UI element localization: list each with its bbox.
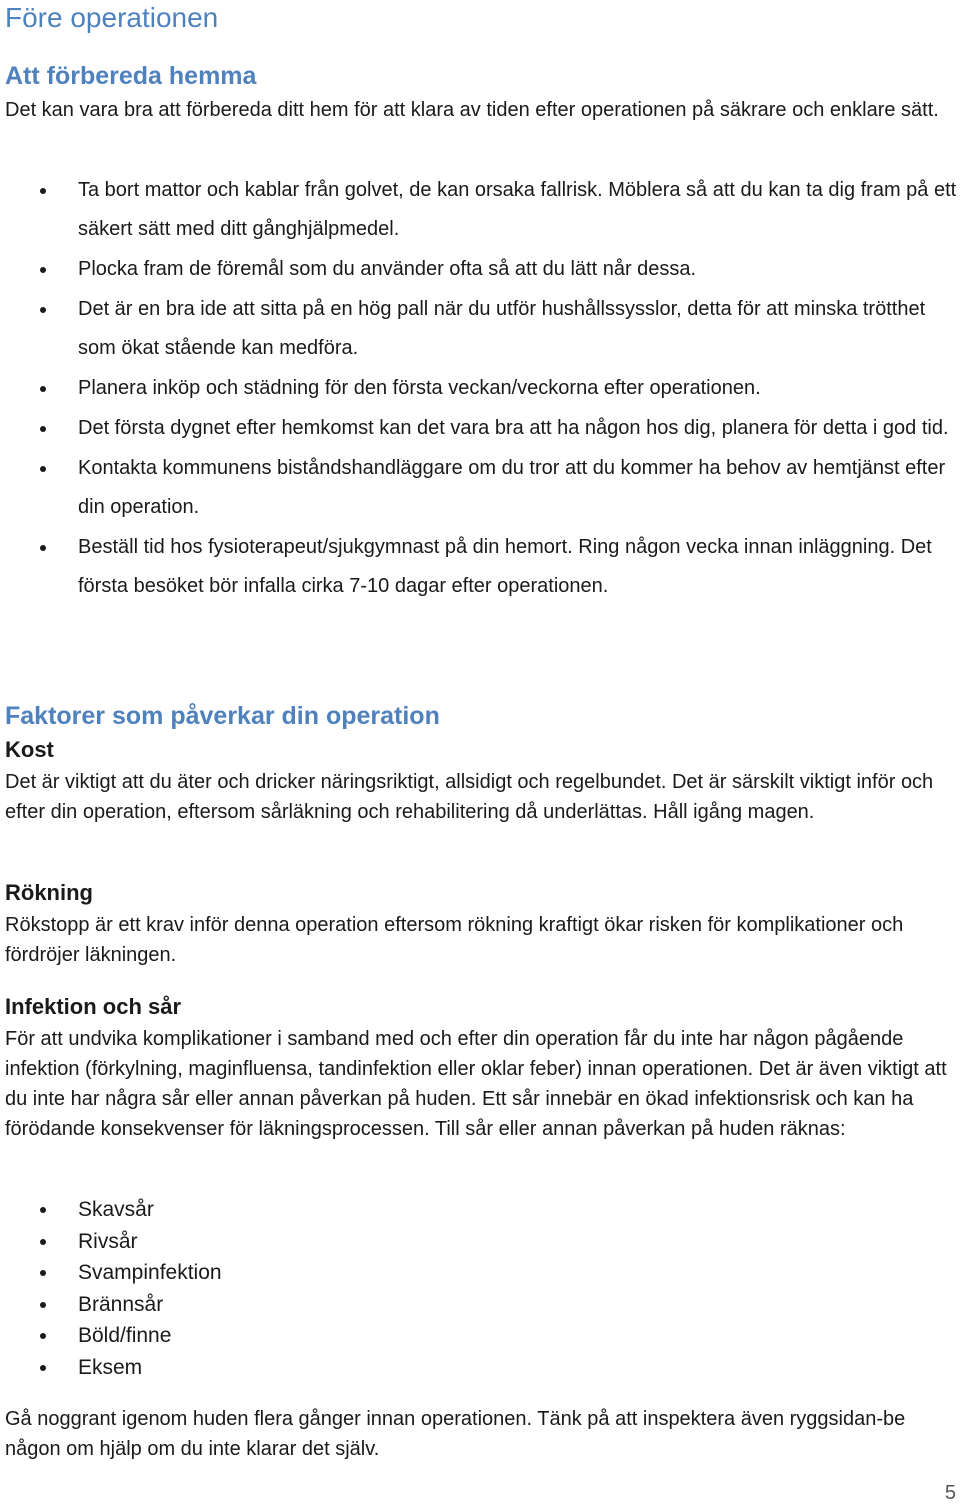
rokning-paragraph: Rökstopp är ett krav inför denna operation eftersom rökning kraftigt ökar risken för komplikationer och fördröjer läkningen. xyxy=(5,914,904,966)
list-item: Planera inköp och städning för den första veckan/veckorna efter operationen. xyxy=(0,369,960,408)
bullet-icon xyxy=(40,386,46,392)
page-title: Före operationen xyxy=(5,2,219,33)
list-item: Ta bort mattor och kablar från golvet, de kan orsaka fallrisk. Möblera så att du kan ta dig fram på ett säkert sätt med ditt gånghjälpmedel. xyxy=(0,171,960,249)
page-number: 5 xyxy=(944,1482,956,1504)
section-heading-prepare-home: Att förbereda hemma xyxy=(5,62,257,90)
list-item: Eksem xyxy=(0,1352,960,1384)
subheading-kost: Kost xyxy=(5,737,54,762)
closing-paragraph: Gå noggrant igenom huden flera gånger innan operationen. Tänk på att inspektera även ryggsidan-be någon om hjälp om du inte klarar det själv. xyxy=(5,1408,906,1460)
bullet-icon xyxy=(40,1302,46,1308)
bullet-icon xyxy=(40,1270,46,1276)
skin-conditions-list xyxy=(0,1194,960,1384)
list-item: Brännsår xyxy=(0,1289,960,1321)
bullet-icon xyxy=(40,545,46,551)
bullet-icon xyxy=(40,466,46,472)
list-item: Böld/finne xyxy=(0,1320,960,1352)
list-item: Det första dygnet efter hemkomst kan det vara bra att ha någon hos dig, planera för detta i god tid. xyxy=(0,409,960,448)
kost-paragraph: Det är viktigt att du äter och dricker näringsriktigt, allsidigt och regelbundet. Det är särskilt viktigt inför och efter din operation, eftersom sårläkning och rehabilitering då underlättas. Håll igång magen. xyxy=(5,771,934,823)
list-item: Beställ tid hos fysioterapeut/sjukgymnast på din hemort. Ring någon vecka innan inläggning. Det första besöket bör infalla cirka 7-10 dagar efter operationen. xyxy=(0,528,960,606)
list-item: Det är en bra ide att sitta på en hög pall när du utför hushållssysslor, detta för att minska trötthet som ökat stående kan medföra. xyxy=(0,290,960,368)
subheading-rokning: Rökning xyxy=(5,880,93,905)
bullet-icon xyxy=(40,267,46,273)
section-heading-factors: Faktorer som påverkar din operation xyxy=(5,702,440,730)
bullet-icon xyxy=(40,1365,46,1371)
preparation-list xyxy=(0,171,960,607)
bullet-icon xyxy=(40,426,46,432)
bullet-icon xyxy=(40,1239,46,1245)
bullet-icon xyxy=(40,1207,46,1213)
infektion-paragraph: För att undvika komplikationer i samband med och efter din operation får du inte har någon pågående infektion (förkylning, maginfluensa, tandinfektion eller oklar feber) innan operationen. Det är även viktigt att du inte har några sår eller annan påverkan på huden. Ett sår innebär en ökad infektionsrisk och kan ha förödande konsekvenser för läkningsprocessen. Till sår eller annan påverkan på huden räknas: xyxy=(5,1028,947,1140)
list-item: Skavsår xyxy=(0,1194,960,1226)
bullet-icon xyxy=(40,188,46,194)
subheading-infektion: Infektion och sår xyxy=(5,994,182,1019)
list-item: Rivsår xyxy=(0,1226,960,1258)
list-item: Kontakta kommunens biståndshandläggare om du tror att du kommer ha behov av hemtjänst efter din operation. xyxy=(0,449,960,527)
bullet-icon xyxy=(40,1333,46,1339)
list-item: Svampinfektion xyxy=(0,1257,960,1289)
list-item: Plocka fram de föremål som du använder ofta så att du lätt når dessa. xyxy=(0,250,960,289)
intro-paragraph: Det kan vara bra att förbereda ditt hem för att klara av tiden efter operationen på säkrare och enklare sätt. xyxy=(5,99,939,121)
bullet-icon xyxy=(40,307,46,313)
